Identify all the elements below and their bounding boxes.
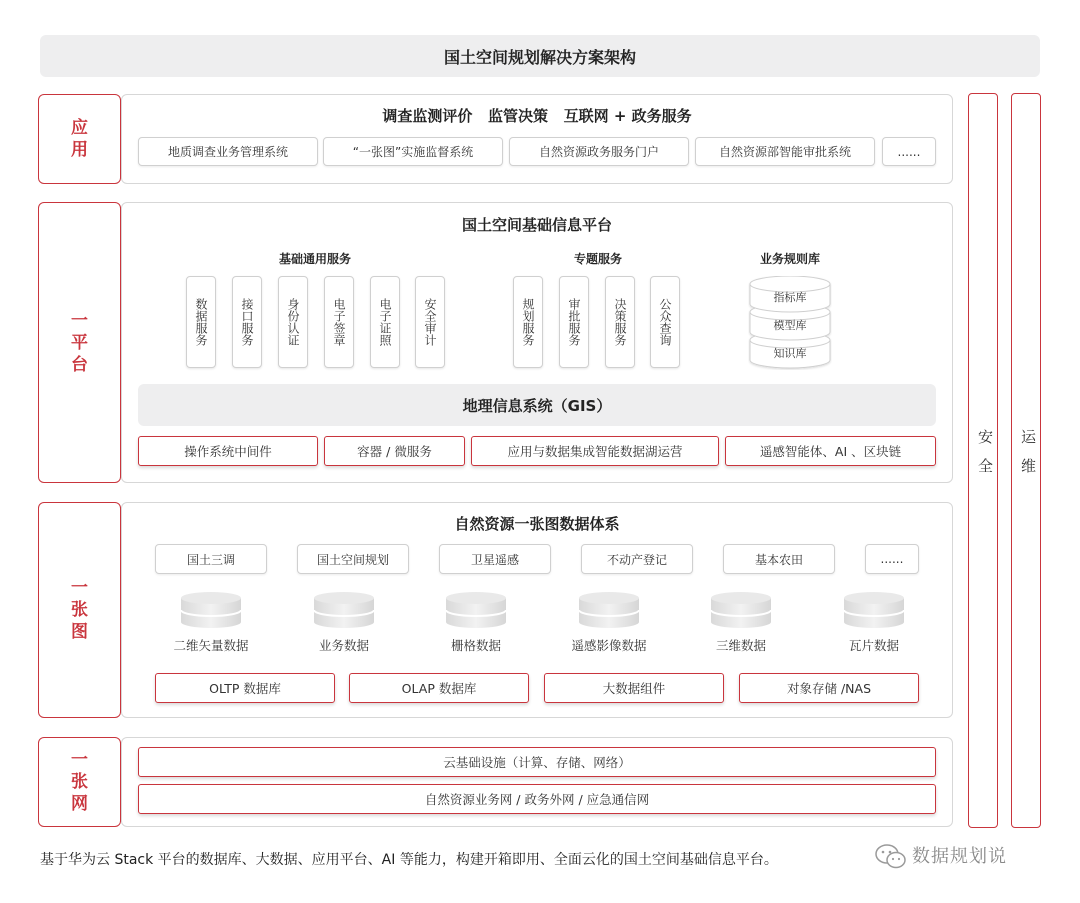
service-box-interface: 接口服务 [232,276,262,368]
app-system-box: 自然资源部智能审批系统 [695,137,875,166]
database-icon [181,592,241,628]
service-box-audit: 安全审计 [415,276,445,368]
data-category-more: ...... [865,544,919,574]
dataset-label: 瓦片数据 [848,638,899,653]
platform-heading: 国土空间基础信息平台 [461,216,612,234]
database-icon [579,592,639,628]
service-box-data: 数据服务 [186,276,216,368]
caption: 基于华为云 Stack 平台的数据库、大数据、应用平台、AI 等能力，构建开箱即用、全面云化的国土空间基础信息平台。 [40,852,778,868]
app-layer-heading: 调查监测评价 监管决策 互联网 + 政务服务 [382,107,692,125]
app-system-box: 自然资源政务服务门户 [509,137,689,166]
dataset-cylinders [121,592,953,632]
topic-box-public-query: 公众查询 [650,276,680,368]
dataset-label: 三维数据 [715,638,766,653]
app-layer-label: 应 用 [38,94,121,184]
security-label: 安全 [976,429,994,487]
dataset-label: 业务数据 [318,638,369,653]
diagram-title: 国土空间规划解决方案架构 [40,35,1040,77]
rule-library-title: 业务规则库 [759,252,820,266]
topic-box-planning: 规划服务 [513,276,543,368]
watermark: 数据规划说 [912,846,1007,867]
network-bar: 自然资源业务网 / 政务外网 / 应急通信网 [138,784,936,814]
cloud-infrastructure-bar: 云基础设施（计算、存储、网络） [138,747,936,777]
service-box-identity: 身份认证 [278,276,308,368]
dataset-label: 二维矢量数据 [173,638,249,653]
topic-box-decision: 决策服务 [605,276,635,368]
data-category-box: 基本农田 [723,544,835,574]
data-category-box: 不动产登记 [581,544,693,574]
data-category-box: 国土三调 [155,544,267,574]
platform-component-box: 操作系统中间件 [138,436,318,466]
topic-box-approval: 审批服务 [559,276,589,368]
rule-library-item: 知识库 [773,347,807,360]
ops-label: 运维 [1019,429,1037,487]
rule-library-item: 指标库 [773,291,807,304]
dataset-label: 栅格数据 [450,638,501,653]
platform-component-box: 遥感智能体、AI 、区块链 [725,436,936,466]
common-services-title: 基础通用服务 [278,252,351,266]
gis-bar: 地理信息系统（GIS） [138,384,936,426]
topic-services-title: 专题服务 [573,252,622,266]
dataset-label: 遥感影像数据 [571,638,647,653]
storage-box: OLAP 数据库 [349,673,529,703]
service-box-elicense: 电子证照 [370,276,400,368]
data-category-box: 卫星遥感 [439,544,551,574]
platform-component-box: 应用与数据集成智能数据湖运营 [471,436,719,466]
app-system-box: 地质调查业务管理系统 [138,137,318,166]
network-layer-label: 一 张 网 [38,737,121,827]
database-icon [711,592,771,628]
database-icon [844,592,904,628]
storage-box: 大数据组件 [544,673,724,703]
app-system-box: “一张图”实施监督系统 [323,137,503,166]
app-system-more: ...... [882,137,936,166]
database-icon [446,592,506,628]
storage-box: 对象存储 /NAS [739,673,919,703]
wechat-icon [874,843,908,871]
rule-library-item: 模型库 [773,319,807,332]
data-category-box: 国土空间规划 [297,544,409,574]
ops-sidebar [1011,93,1041,828]
storage-box: OLTP 数据库 [155,673,335,703]
map-layer-label: 一 张 图 [38,502,121,718]
service-box-esignature: 电子签章 [324,276,354,368]
map-heading: 自然资源一张图数据体系 [454,515,620,533]
security-sidebar [968,93,998,828]
platform-component-box: 容器 / 微服务 [324,436,465,466]
database-icon [314,592,374,628]
platform-layer-label: 一 平 台 [38,202,121,483]
